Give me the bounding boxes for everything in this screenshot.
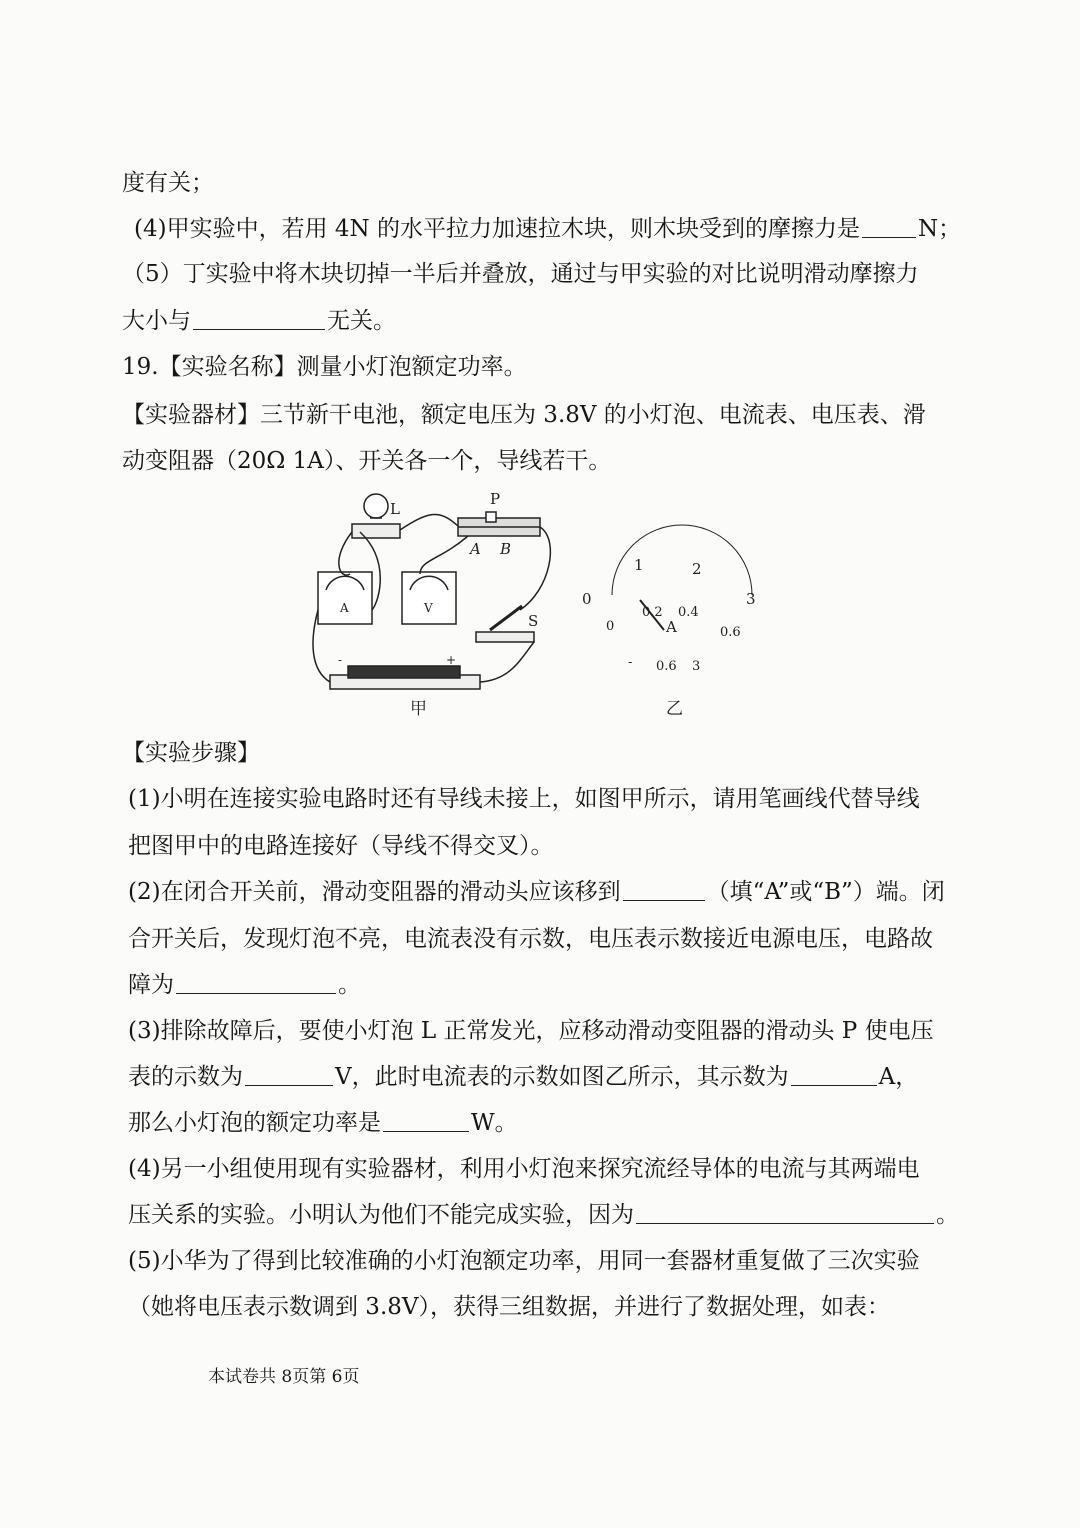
equipment-line: 【实验器材】三节新干电池，额定电压为 3.8V 的小灯泡、电流表、电压表、滑: [122, 402, 926, 428]
end-a-label: A: [470, 540, 481, 558]
question-19-title: 19.【实验名称】测量小灯泡额定功率。: [122, 354, 527, 380]
ammeter-label: A: [340, 601, 349, 615]
meter-terminal-minus: -: [628, 655, 633, 670]
answer-blank[interactable]: [862, 215, 916, 238]
lamp-label: L: [390, 500, 400, 518]
voltmeter-label: V: [424, 601, 433, 615]
step-1-line-2: 把图甲中的电路连接好（导线不得交叉）。: [128, 833, 554, 859]
figure-b-caption: 乙: [666, 699, 683, 719]
equipment-line-2: 动变阻器（20Ω 1A）、开关各一个，导线若干。: [122, 448, 612, 474]
step-3-line-2: 表的示数为 V，此时电流表的示数如图乙所示，其示数为 A，: [128, 1064, 919, 1090]
meter-terminal-06: 0.6: [656, 659, 677, 674]
step-2-line-3: 障为 。: [128, 972, 361, 998]
step-5-line-2: （她将电压表示数调到 3.8V），获得三组数据，并进行了数据处理，如表：: [128, 1294, 890, 1320]
step-2-line-2: 合开关后，发现灯泡不亮，电流表没有示数，电压表示数接近电源电压，电路故: [128, 926, 933, 952]
answer-blank[interactable]: [623, 878, 705, 901]
battery-minus-label: -: [338, 653, 343, 667]
battery-plus-label: +: [446, 653, 457, 667]
question-5-line: （5）丁实验中将木块切掉一半后并叠放，通过与甲实验的对比说明滑动摩擦力: [122, 261, 919, 287]
steps-heading: 【实验步骤】: [122, 740, 260, 766]
answer-blank[interactable]: [383, 1109, 469, 1132]
meter-unit-label: A: [666, 618, 677, 636]
meter-outer-tick-0: 0: [582, 590, 592, 608]
figure-area: [290, 480, 790, 730]
answer-blank[interactable]: [176, 971, 336, 994]
answer-blank[interactable]: [636, 1201, 934, 1224]
meter-terminal-3: 3: [692, 659, 701, 674]
text-line: 度有关；: [122, 170, 214, 196]
step-2-line: (2)在闭合开关前，滑动变阻器的滑动头应该移到 （填“A”或“B”）端。闭: [128, 879, 945, 905]
answer-blank[interactable]: [193, 307, 325, 330]
figure-a-caption: 甲: [410, 699, 427, 719]
meter-outer-tick-2: 2: [692, 560, 702, 578]
circuit-figure: [290, 480, 790, 730]
question-5-line-2: 大小与 无关。: [122, 308, 396, 334]
answer-blank[interactable]: [791, 1063, 877, 1086]
step-5-line: (5)小华为了得到比较准确的小灯泡额定功率，用同一套器材重复做了三次实验: [128, 1248, 920, 1274]
meter-inner-tick-3: 0.6: [720, 625, 741, 640]
meter-inner-tick-0: 0: [606, 619, 615, 634]
meter-inner-tick-2: 0.4: [678, 605, 699, 620]
question-4-line: (4)甲实验中，若用 4N 的水平拉力加速拉木块，则木块受到的摩擦力是 N；: [134, 216, 962, 242]
step-1-line: (1)小明在连接实验电路时还有导线未接上，如图甲所示，请用笔画线代替导线: [128, 786, 920, 812]
page-footer: 本试卷共 8页第 6页: [208, 1367, 360, 1387]
meter-outer-tick-3: 3: [746, 590, 756, 608]
switch-label: S: [528, 612, 539, 630]
slider-label: P: [490, 490, 501, 508]
meter-outer-tick-1: 1: [634, 556, 644, 574]
step-3-line: (3)排除故障后，要使小灯泡 L 正常发光，应移动滑动变阻器的滑动头 P 使电压: [128, 1018, 934, 1044]
end-b-label: B: [500, 540, 512, 558]
step-4-line: (4)另一小组使用现有实验器材，利用小灯泡来探究流经导体的电流与其两端电: [128, 1156, 920, 1182]
step-4-line-2: 压关系的实验。小明认为他们不能完成实验，因为 。: [128, 1202, 959, 1228]
answer-blank[interactable]: [245, 1063, 333, 1086]
meter-inner-tick-1: 0.2: [642, 605, 663, 620]
step-3-line-3: 那么小灯泡的额定功率是 W。: [128, 1110, 518, 1136]
